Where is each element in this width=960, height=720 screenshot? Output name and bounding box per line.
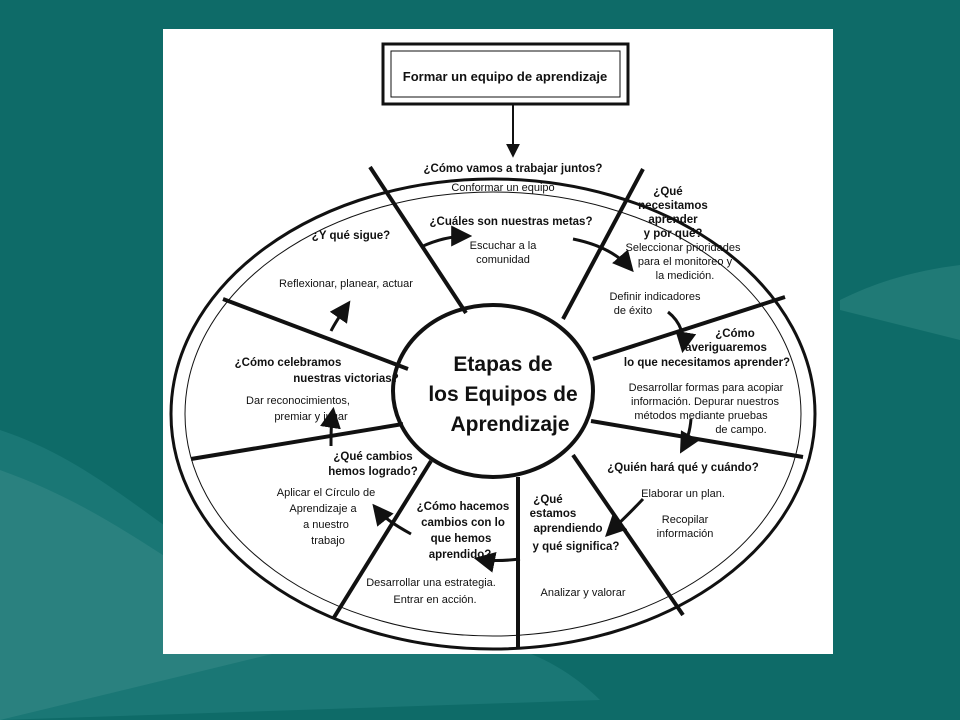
seg0-text-2a: Escuchar a la [469,240,537,252]
seg2-question-3: lo que necesitamos aprender? [623,357,791,369]
seg4-question-3: aprendiendo [533,523,603,535]
seg8-question-2: nuestras victorias? [293,373,399,385]
seg9-question: ¿Y qué sigue? [311,230,391,242]
seg6-text-4: trabajo [311,535,345,547]
seg1-question-4: y por qué? [643,228,703,240]
seg0-text-1: Conformar un equipo [451,182,555,194]
seg1-text-2b: de éxito [613,305,653,317]
center-line-3: Aprendizaje [450,413,570,436]
seg1-question-1: ¿Qué [653,186,683,198]
seg3-text-1: Elaborar un plan. [641,488,725,500]
seg1-question-2: necesitamos [638,200,708,212]
seg7-question-2: hemos logrado? [328,466,418,478]
seg1-text-1b: para el monitoreo y [637,256,733,268]
seg0-text-2b: comunidad [476,254,530,266]
seg4-question-1: ¿Qué [533,494,563,506]
seg5-text-1: Desarrollar una estrategia. [366,577,496,589]
seg4-question-4: y qué significa? [532,541,620,553]
seg6-text-1: Aplicar el Círculo de [276,487,376,499]
seg1-text-1c: la medición. [655,270,715,282]
seg0-question-1: ¿Cómo vamos a trabajar juntos? [423,163,603,175]
seg4-text: Analizar y valorar [540,587,626,599]
top-box-label: Formar un equipo de aprendizaje [402,69,608,84]
learning-cycle-diagram [163,29,833,654]
seg9-text: Reflexionar, planear, actuar [279,278,413,290]
seg2-text-3: métodos mediante pruebas [634,410,768,422]
seg1-question-3: aprender [648,214,698,226]
seg6-text-2: Aprendizaje a [289,503,357,515]
seg4-question-2: estamos [529,508,577,520]
seg7-question-1: ¿Qué cambios [333,451,413,463]
seg5-question-3: que hemos [430,533,492,545]
seg5-text-2: Entrar en acción. [393,594,477,606]
seg1-text-1a: Seleccionar prioridades [625,242,741,254]
seg1-text-2a: Definir indicadores [609,291,701,303]
center-line-1: Etapas de [453,353,553,376]
diagram-panel [163,29,833,654]
seg2-question-2: averiguaremos [685,342,767,354]
seg2-question-1: ¿Cómo [715,328,755,340]
seg5-question-4: aprendido? [428,549,492,561]
seg2-text-2: información. Depurar nuestros [631,396,779,408]
seg5-question-1: ¿Cómo hacemos [416,501,510,513]
seg7-text-2: premiar y jugar [274,411,348,423]
seg5-question-2: cambios con lo [421,517,505,529]
seg6-text-3: a nuestro [303,519,349,531]
seg2-text-1: Desarrollar formas para acopiar [628,382,784,394]
seg3-text-2b: información [656,528,714,540]
seg0-question-2: ¿Cuáles son nuestras metas? [429,216,593,228]
seg3-question: ¿Quién hará qué y cuándo? [607,462,759,474]
center-line-2: los Equipos de [428,383,578,406]
seg7-text-1: Dar reconocimientos, [246,395,350,407]
seg2-text-4: de campo. [715,424,767,436]
seg3-text-2a: Recopilar [661,514,709,526]
seg8-question-1: ¿Cómo celebramos [234,357,342,369]
